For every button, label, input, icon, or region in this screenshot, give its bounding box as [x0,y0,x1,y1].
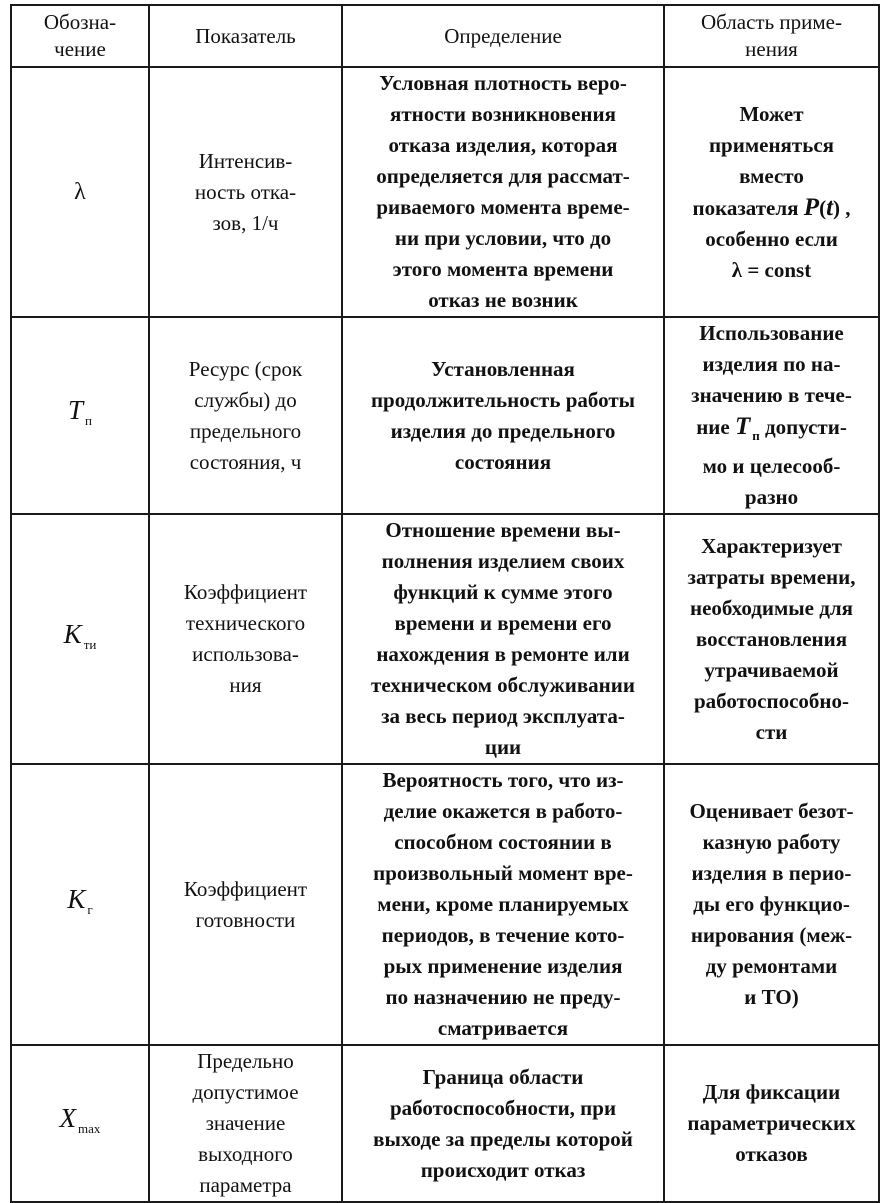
indicator-cell [149,1045,342,1202]
application-text: Может применяться вместо показателя P(t) , особенно если λ = const [692,101,851,282]
indicator-text: Ресурс (срок службы) до предельного состояния, ч [188,356,303,474]
application-cell [664,1045,879,1202]
definition-text: Установленная продолжительность работы изделия до предельного состояния [370,356,636,474]
definition-cell [342,317,664,514]
symbol-cell [11,317,149,514]
application-text: Использование изделия по на- значению в тече- ние T $_п$ допусти- мо и целесооб- разно [691,321,852,509]
symbol-cell [11,1045,149,1202]
symbol-cell [11,67,149,317]
symbol-subscript: г [87,902,93,917]
symbol: X [59,1103,77,1133]
indicator-cell [149,764,342,1045]
header-application: Область приме- нения [664,5,879,67]
table-row [11,1045,879,1202]
symbol-cell [11,764,149,1045]
table-container [10,4,880,1203]
indicator-cell [149,514,342,764]
indicator-cell [149,67,342,317]
definition-cell [342,514,664,764]
table-row [11,67,879,317]
header-definition: Определение [342,5,664,67]
reliability-indicators-table [10,4,880,1203]
symbol-subscript: ти [83,636,97,652]
application-cell [664,317,879,514]
symbol-subscript: п [85,413,92,428]
symbol: K [67,884,86,914]
definition-cell [342,67,664,317]
application-cell [664,764,879,1045]
application-text: Для фиксации параметрических отказов [687,1080,856,1166]
application-text: Оценивает безот- казную работу изделия в перио- ды его функцио- нирования (меж- ду ремонтами и ТО) [689,799,854,1009]
symbol-cell [11,514,149,764]
table-row [11,317,879,514]
indicator-cell [149,317,342,514]
header-indicator: Показатель [149,5,342,67]
symbol: T [68,395,84,425]
definition-text: Отношение времени вы- полнения изделием своих функций к сумме этого времени и времени его нахождения в ремонте или техническом обслуживании за весь период эксплуата- ции [371,518,635,759]
symbol-subscript: max [78,1121,101,1136]
table-row [11,764,879,1045]
application-cell [664,514,879,764]
header-designation: Обозна- чение [11,5,149,67]
indicator-text: Коэффициент технического использова- ния [183,580,308,697]
definition-text: Условная плотность веро- ятности возникновения отказа изделия, которая определяется для рассмат- риваемого момента време- ни при условии, что до этого момента времени отказ не возник [376,71,630,312]
definition-cell [342,1045,664,1202]
indicator-text: Предельно допустимое значение выходного параметра [192,1049,299,1197]
table-row [11,514,879,764]
symbol: K [63,618,82,649]
indicator-text: Коэффициент готовности [183,876,308,932]
definition-text: Вероятность того, что из- делие окажется в работо- способном состоянии в произвольный момент вре- мени, кроме планируемых периодов, в течение кото- рых применение изделия по назначению не преду- сматривается [373,768,633,1040]
definition-cell [342,764,664,1045]
application-cell [664,67,879,317]
definition-text: Граница области работоспособности, при выходе за пределы которой происходит отказ [373,1064,633,1182]
header-row [11,5,879,67]
indicator-text: Интенсив- ность отка- зов, 1/ч [194,148,297,235]
application-text: Характеризует затраты времени, необходимые для восстановления утрачиваемой работоспособно- сти [687,533,856,744]
symbol: λ [74,178,86,205]
